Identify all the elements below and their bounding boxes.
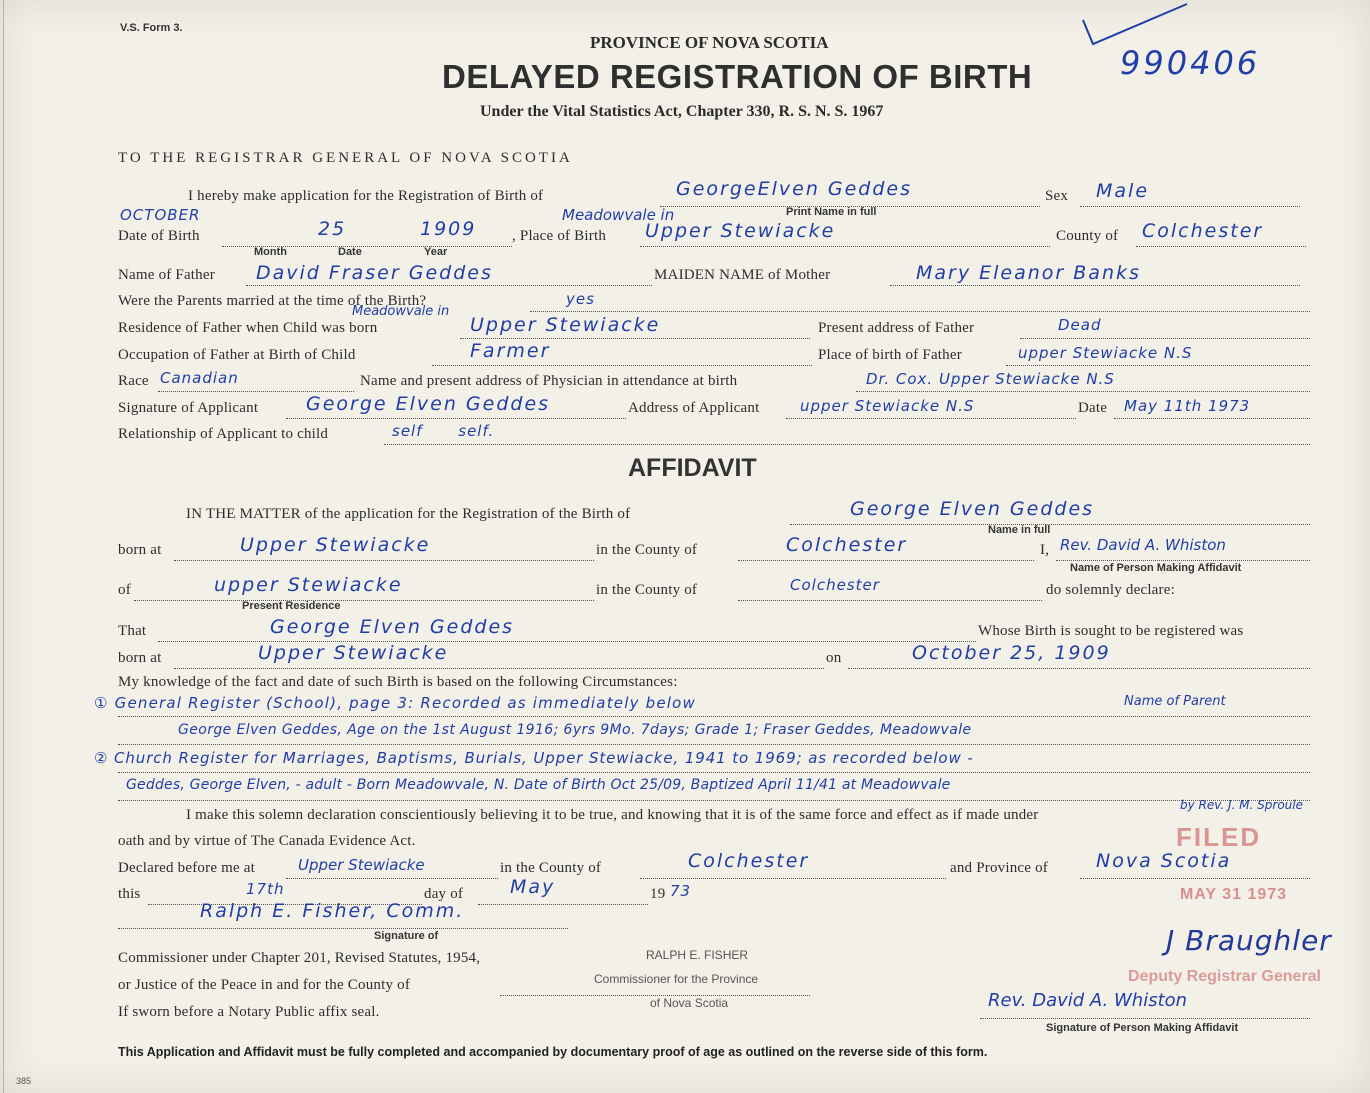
date-hint: Date [338, 246, 362, 258]
affiant-name-value: Rev. David A. Whiston [1060, 536, 1226, 554]
month-value: May [510, 876, 556, 898]
mother-label: MAIDEN NAME of Mother [654, 267, 831, 283]
month-hint: Month [254, 246, 287, 258]
day-value: 17th [246, 880, 285, 898]
physician-label: Name and present address of Physician in attendance at birth [360, 373, 738, 389]
document-subtitle: Under the Vital Statistics Act, Chapter 330, R. S. N. S. 1967 [480, 103, 884, 120]
registration-number: 990406 [1120, 44, 1261, 82]
filed-date-stamp: MAY 31 1973 [1180, 886, 1288, 903]
province-heading: PROVINCE OF NOVA SCOTIA [590, 33, 829, 52]
commissioner-signature: Ralph E. Fisher, Comm. [200, 900, 465, 922]
child-name-value: GeorgeElven Geddes [676, 178, 913, 200]
knowledge-label: My knowledge of the fact and date of such Birth is based on the following Circumstances: [118, 674, 678, 690]
county-value: Colchester [1142, 220, 1264, 242]
matter-label: IN THE MATTER of the application for the Registration of the Birth of [186, 506, 631, 522]
county-affidavit-value: Colchester [786, 534, 908, 556]
pob-label: , Place of Birth [512, 228, 607, 244]
stamp-line-1: Commissioner for the Province [594, 972, 759, 986]
stamp-line-2: of Nova Scotia [650, 996, 729, 1010]
date-label: Date [1078, 400, 1108, 416]
born-at-label: born at [118, 542, 162, 558]
dob-month-value: OCTOBER [120, 206, 201, 224]
county2-value: Colchester [790, 576, 880, 594]
of-value: upper Stewiacke [214, 574, 403, 596]
pob-insert-value: Meadowvale in [562, 206, 675, 224]
address-label: Address of Applicant [628, 400, 760, 416]
that-label: That [118, 623, 147, 639]
dob-date-value: 25 [318, 218, 347, 240]
deputy-registrar-label: Deputy Registrar General [1128, 968, 1321, 985]
relationship-label: Relationship of Applicant to child [118, 426, 329, 442]
form-code: 385 [16, 1076, 32, 1086]
intro-label: I hereby make application for the Registration of Birth of [188, 188, 544, 204]
circumstance-note-1: Name of Parent [1124, 694, 1226, 709]
name-full-hint: Name in full [988, 524, 1051, 536]
married-label: Were the Parents married at the time of the Birth? [118, 293, 427, 309]
dob-year-value: 1909 [420, 218, 477, 240]
in-county-label-3: in the County of [500, 860, 602, 876]
year-hint: Year [424, 246, 448, 258]
address-value: upper Stewiacke N.S [800, 397, 975, 415]
declare-label: do solemnly declare: [1046, 582, 1175, 598]
declared-label: Declared before me at [118, 860, 256, 876]
that-value: George Elven Geddes [270, 616, 515, 638]
province-value: Nova Scotia [1096, 850, 1232, 872]
checkmark-icon [1075, 0, 1195, 50]
dob-label: Date of Birth [118, 228, 200, 244]
signature-value: George Elven Geddes [306, 393, 551, 415]
pob-value: Upper Stewiacke [645, 220, 836, 242]
relationship-value: self self. [392, 422, 495, 440]
father-label: Name of Father [118, 267, 215, 283]
print-name-hint: Print Name in full [786, 206, 877, 218]
stamp-name: RALPH E. FISHER [646, 948, 749, 962]
born-at2-value: Upper Stewiacke [258, 642, 449, 664]
sex-label: Sex [1045, 188, 1069, 204]
residence-insert-value: Meadowvale in [352, 304, 450, 319]
signature-of-hint: Signature of [374, 930, 439, 942]
physician-value: Dr. Cox. Upper Stewiacke N.S [866, 370, 1115, 388]
residence-value: Upper Stewiacke [470, 314, 661, 336]
date-value: May 11th 1973 [1124, 397, 1251, 415]
county3-value: Colchester [688, 850, 810, 872]
whose-label: Whose Birth is sought to be registered was [978, 623, 1244, 639]
present-address-value: Dead [1058, 316, 1102, 334]
born-at-value: Upper Stewiacke [240, 534, 431, 556]
this-label: this [118, 886, 141, 902]
commissioner-line-1: Commissioner under Chapter 201, Revised Statutes, 1954, [118, 950, 481, 966]
solemn-line-2: oath and by virtue of The Canada Evidence Act. [118, 833, 416, 849]
mother-value: Mary Eleanor Banks [916, 262, 1141, 284]
sex-value: Male [1096, 180, 1150, 202]
affidavit-heading: AFFIDAVIT [628, 454, 757, 482]
present-address-label: Present address of Father [818, 320, 975, 336]
circumstance-line-2: George Elven Geddes, Age on the 1st August 1916; 6yrs 9Mo. 7days; Grade 1; Fraser Geddes, Meadowvale [178, 722, 972, 738]
father-value: David Fraser Geddes [256, 262, 493, 284]
deputy-signature: J Braughler [1166, 924, 1332, 957]
of-label: of [118, 582, 131, 598]
in-county-label-2: in the County of [596, 582, 698, 598]
person-hint: Name of Person Making Affidavit [1070, 562, 1242, 574]
occupation-value: Farmer [470, 340, 551, 362]
race-label: Race [118, 373, 149, 389]
affiant-signature: Rev. David A. Whiston [988, 990, 1188, 1011]
race-value: Canadian [160, 369, 239, 387]
day-of-label: day of [424, 886, 464, 902]
circumstance-line-1: ① General Register (School), page 3: Recorded as immediately below [94, 694, 696, 712]
footer-notice: This Application and Affidavit must be fully completed and accompanied by documentary proof of age as outlined on the reverse side of this form. [118, 1045, 988, 1059]
year-prefix-label: 19 [650, 886, 666, 902]
province-label: and Province of [950, 860, 1048, 876]
commissioner-line-3: If sworn before a Notary Public affix seal. [118, 1004, 380, 1020]
present-residence-hint: Present Residence [242, 600, 341, 612]
filed-stamp: FILED [1176, 822, 1262, 852]
on-value: October 25, 1909 [912, 642, 1111, 664]
signature-label: Signature of Applicant [118, 400, 259, 416]
circumstance-line-4: Geddes, George Elven, - adult - Born Meadowvale, N. Date of Birth Oct 25/09, Baptized April 11/41 at Meadowvale [126, 777, 951, 793]
circumstance-line-3: ② Church Register for Marriages, Baptisms, Burials, Upper Stewiacke, 1941 to 1969; as recorded below - [94, 749, 974, 767]
year-value: 73 [670, 882, 692, 900]
occupation-label: Occupation of Father at Birth of Child [118, 347, 356, 363]
father-pob-label: Place of birth of Father [818, 347, 962, 363]
affiant-signature-hint: Signature of Person Making Affidavit [1046, 1022, 1239, 1034]
margin-line [3, 0, 4, 1093]
residence-label: Residence of Father when Child was born [118, 320, 378, 336]
county-label: County of [1056, 228, 1119, 244]
married-value: yes [566, 290, 595, 308]
on-label: on [826, 650, 842, 666]
declared-at-value: Upper Stewiacke [298, 856, 425, 874]
commissioner-line-2: or Justice of the Peace in and for the County of [118, 977, 411, 993]
form-number: V.S. Form 3. [120, 22, 183, 34]
circumstance-note-4: by Rev. J. M. Sproule [1180, 798, 1303, 812]
matter-value: George Elven Geddes [850, 498, 1095, 520]
to-registrar-line: TO THE REGISTRAR GENERAL OF NOVA SCOTIA [118, 150, 573, 166]
document-title: DELAYED REGISTRATION OF BIRTH [442, 58, 1033, 95]
in-county-label: in the County of [596, 542, 698, 558]
born-at-label-2: born at [118, 650, 162, 666]
i-label: I, [1040, 542, 1050, 558]
solemn-line-1: I make this solemn declaration conscientiously believing it to be true, and knowing that it is of the same force and effect as if made under [186, 807, 1039, 823]
father-pob-value: upper Stewiacke N.S [1018, 344, 1193, 362]
